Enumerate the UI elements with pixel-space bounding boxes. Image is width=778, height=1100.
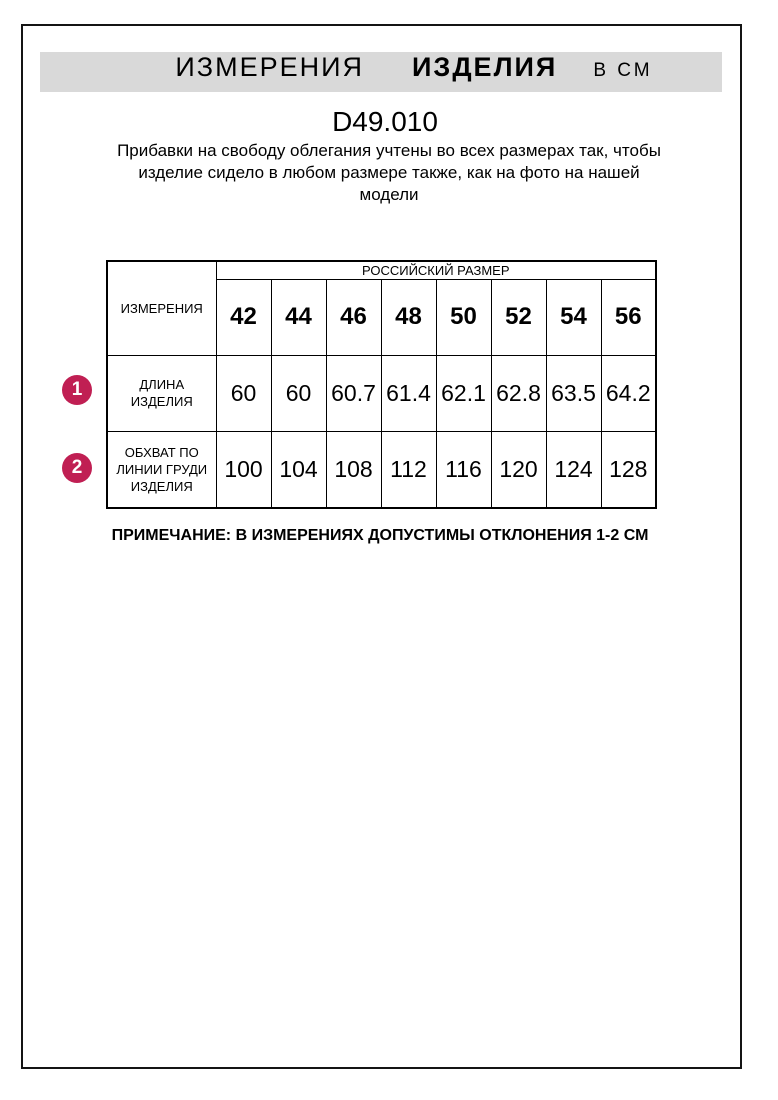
size-header-56: 56 bbox=[601, 279, 656, 355]
table-row-length bbox=[107, 355, 656, 431]
product-code: D49.010 bbox=[332, 106, 438, 137]
title-unit-cm: В СМ bbox=[593, 60, 653, 81]
chest-value-54: 124 bbox=[546, 431, 601, 508]
size-header-44: 44 bbox=[271, 279, 326, 355]
length-value-50: 62.1 bbox=[436, 355, 491, 431]
title-word-measurements: ИЗМЕРЕНИЯ bbox=[175, 52, 364, 82]
fit-description-line-2: изделие сидело в любом размере также, как на фото на нашей bbox=[138, 163, 640, 182]
length-value-56: 64.2 bbox=[601, 355, 656, 431]
russian-size-group-header: РОССИЙСКИЙ РАЗМЕР bbox=[216, 261, 656, 279]
row-label-chest: ОБХВАТ ПО ЛИНИИ ГРУДИ ИЗДЕЛИЯ bbox=[107, 431, 216, 508]
size-header-48: 48 bbox=[381, 279, 436, 355]
size-header-54: 54 bbox=[546, 279, 601, 355]
row-label-length: ДЛИНА ИЗДЕЛИЯ bbox=[107, 355, 216, 431]
table-row-chest bbox=[107, 431, 656, 508]
chest-value-42: 100 bbox=[216, 431, 271, 508]
length-value-44: 60 bbox=[271, 355, 326, 431]
row-marker-badge-2: 2 bbox=[62, 453, 92, 483]
length-value-46: 60.7 bbox=[326, 355, 381, 431]
length-value-48: 61.4 bbox=[381, 355, 436, 431]
length-value-54: 63.5 bbox=[546, 355, 601, 431]
tolerance-note: ПРИМЕЧАНИЕ: В ИЗМЕРЕНИЯХ ДОПУСТИМЫ ОТКЛОНЕНИЯ 1-2 СМ bbox=[111, 527, 649, 544]
size-header-52: 52 bbox=[491, 279, 546, 355]
row-marker-badge-1: 1 bbox=[62, 375, 92, 405]
size-header-46: 46 bbox=[326, 279, 381, 355]
fit-description-line-1: Прибавки на свободу облегания учтены во всех размерах так, чтобы bbox=[117, 141, 661, 160]
chest-value-44: 104 bbox=[271, 431, 326, 508]
size-header-50: 50 bbox=[436, 279, 491, 355]
length-value-52: 62.8 bbox=[491, 355, 546, 431]
title-bar bbox=[40, 52, 722, 92]
chest-value-48: 112 bbox=[381, 431, 436, 508]
chest-value-52: 120 bbox=[491, 431, 546, 508]
measurements-column-header: ИЗМЕРЕНИЯ bbox=[107, 261, 216, 355]
size-table bbox=[106, 260, 657, 509]
chest-value-46: 108 bbox=[326, 431, 381, 508]
table-row bbox=[107, 261, 656, 279]
fit-description bbox=[60, 140, 718, 206]
chest-value-50: 116 bbox=[436, 431, 491, 508]
chest-value-56: 128 bbox=[601, 431, 656, 508]
length-value-42: 60 bbox=[216, 355, 271, 431]
size-header-42: 42 bbox=[216, 279, 271, 355]
title-word-product: ИЗДЕЛИЯ bbox=[412, 52, 558, 82]
fit-description-line-3: модели bbox=[359, 185, 419, 204]
